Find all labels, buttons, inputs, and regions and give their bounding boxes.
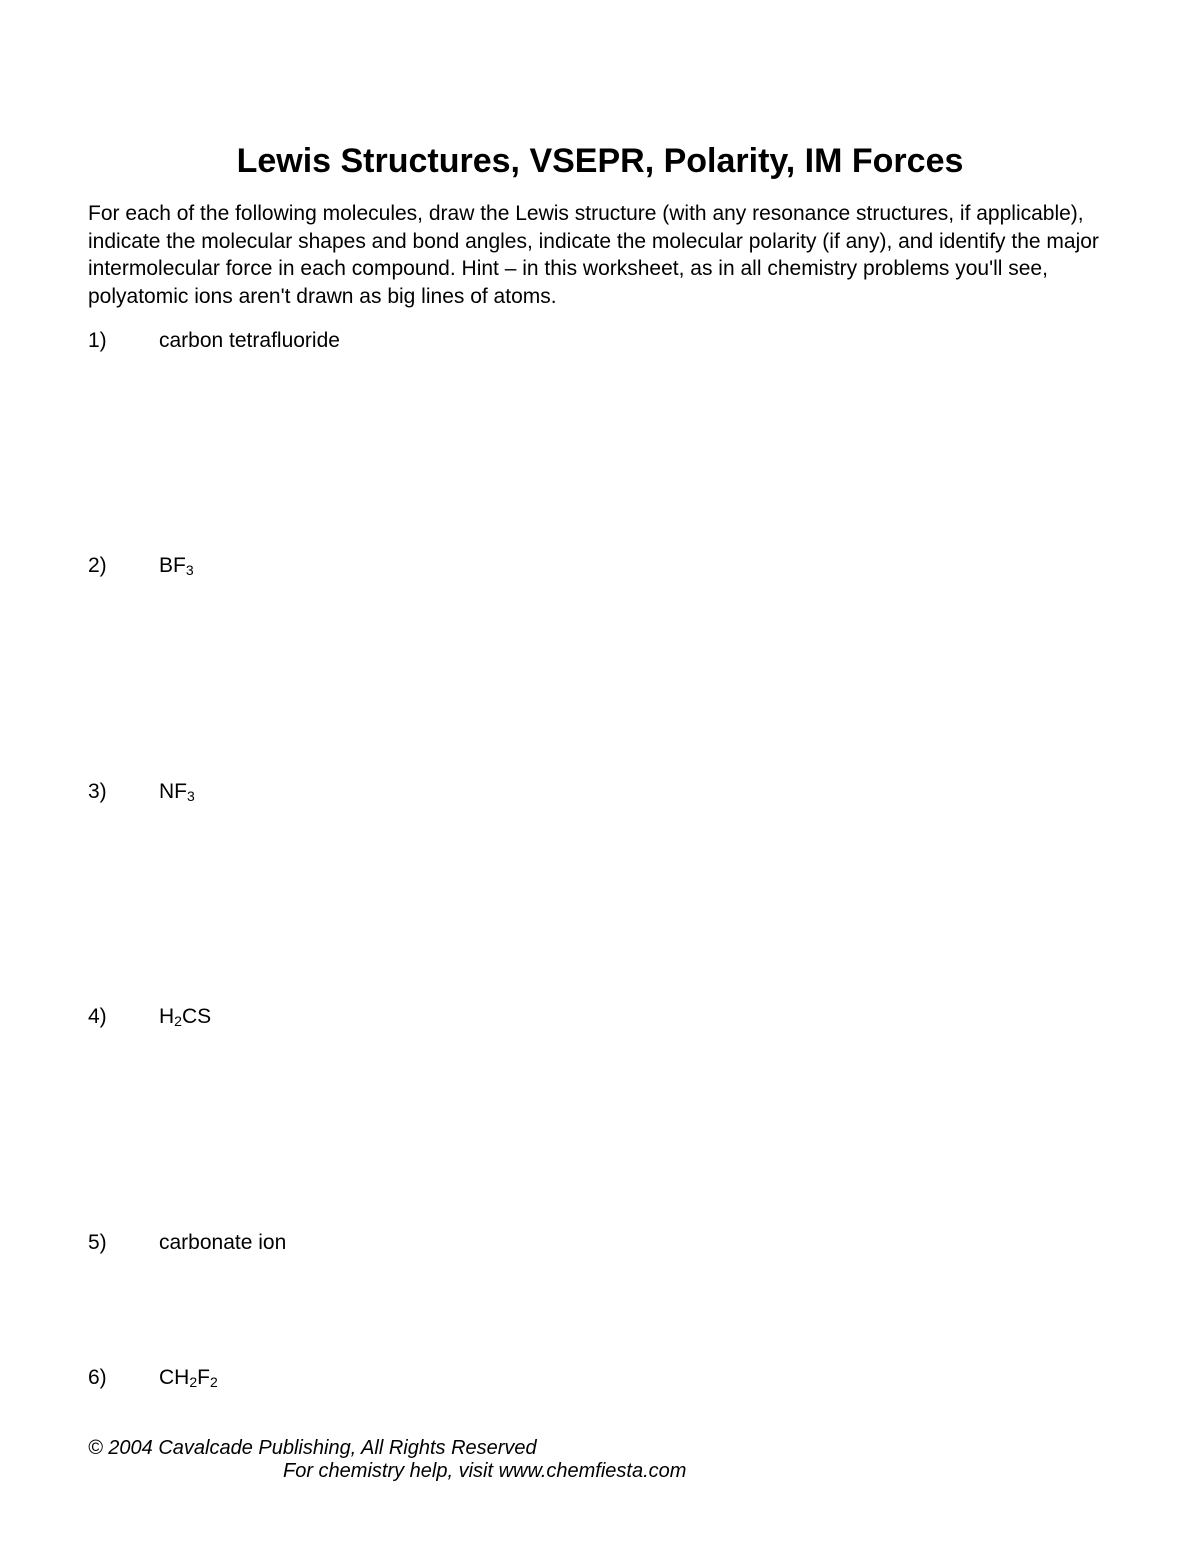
footer-copyright: © 2004 Cavalcade Publishing, All Rights Reserved	[88, 1437, 537, 1459]
instructions-paragraph: For each of the following molecules, draw the Lewis structure (with any resonance structures, if applicable), indicate the molecular shapes and bond angles, indicate the molecular polarity (if any), and identify the major intermolecular force in each compound. Hint – in this worksheet, as in all chemistry problems you'll see, polyatomic ions aren't drawn as big lines of atoms.	[88, 202, 1099, 308]
question-text: $H_2CS$	[159, 1005, 212, 1029]
question-number: 6)	[88, 1366, 107, 1389]
question-number: 4)	[88, 1005, 107, 1028]
question-text: $NF_3$	[159, 780, 195, 804]
question-number: 3)	[88, 780, 107, 803]
question-text: carbonate ion	[159, 1231, 287, 1254]
question-number: 2)	[88, 554, 107, 577]
page-title: Lewis Structures, VSEPR, Polarity, IM Forces	[236, 142, 964, 180]
question-text: $BF_3$	[159, 554, 194, 578]
question-text: $CH_2F_2$	[159, 1366, 218, 1390]
footer-help-link: For chemistry help, visit www.chemfiesta.com	[283, 1460, 687, 1482]
question-number: 1)	[88, 329, 107, 352]
question-text: carbon tetrafluoride	[159, 329, 340, 352]
question-number: 5)	[88, 1231, 107, 1254]
